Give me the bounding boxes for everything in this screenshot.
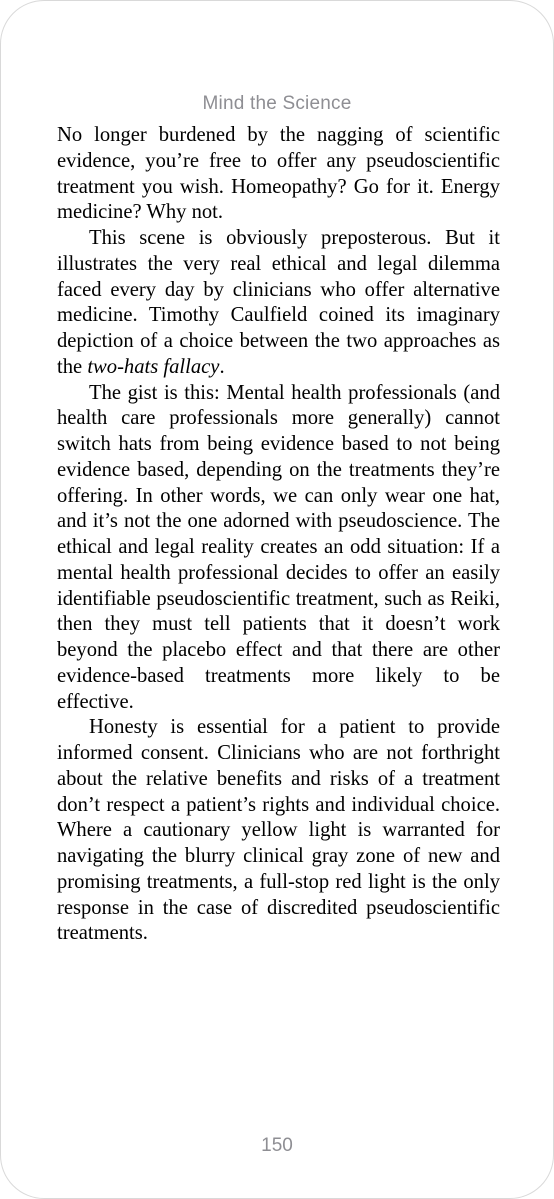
paragraph	[57, 226, 500, 381]
paragraph: No longer burdened by the nagging of scientific evidence, you’re free to offer any pseudoscientific treatment you wish. Homeopathy? Go for it. Energy medicine? Why not.	[57, 124, 500, 224]
paragraph: Honesty is essential for a patient to provide informed consent. Clinicians who are not forthright about the relative benefits and risks of a treatment don’t respect a patient’s rights and individual choice. Where a cautionary yellow light is warranted for navigating the blurry clinical gray zone of new and promising treatments, a full-stop red light is the only response in the case of discredited pseudoscientific treatments.	[57, 716, 500, 945]
emphasized-term: two-hats fallacy	[87, 355, 220, 378]
paragraph-text: This scene is obviously preposterous. But it illustrates the very real ethical and legal dilemma faced every day by clinicians who offer alternative medicine. Timothy Caulfield coined its imaginary depiction of a choice between the two approaches as the	[57, 227, 500, 378]
page-number: 150	[261, 1135, 293, 1156]
chapter-title: Mind the Science	[202, 93, 352, 114]
page-text	[57, 123, 500, 947]
paragraph-text: .	[219, 355, 225, 378]
paragraph: The gist is this: Mental health professionals (and health care professionals more generally) cannot switch hats from being evidence based to not being evidence based, depending on the treatments they’re offering. In other words, we can only wear one hat, and it’s not the one adorned with pseudoscience. The ethical and legal reality creates an odd situation: If a mental health professional decides to offer an easily identifiable pseudoscientific treatment, such as Reiki, then they must tell patients that it doesn’t work beyond the placebo effect and that there are other evidence-based treatments more likely to be effective.	[57, 381, 500, 713]
